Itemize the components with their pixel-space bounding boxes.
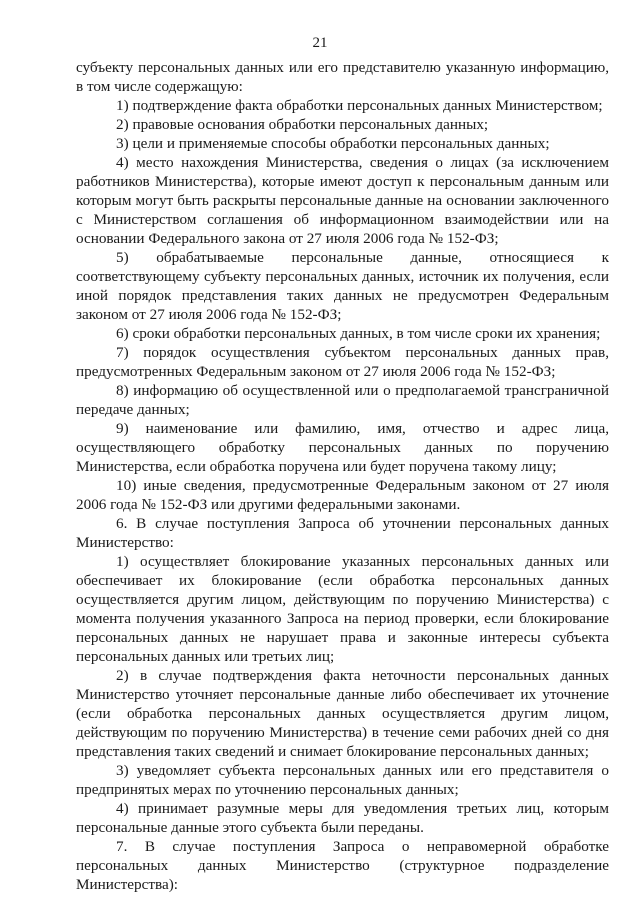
list-item-9: 9) наименование или фамилию, имя, отчество и адрес лица, осуществляющего обработку персональных данных по поручению Министерства, если обработка поручена или будет поручена такому лицу; <box>76 420 609 475</box>
section-6-item-4: 4) принимает разумные меры для уведомления третьих лиц, которым персональные данные этого субъекта были переданы. <box>76 800 609 836</box>
list-item-5: 5) обрабатываемые персональные данные, относящиеся к соответствующему субъекту персональных данных, источник их получения, если иной порядок представления таких данных не предусмотрен Федеральным законом от 27 июля 2006 года № 152-ФЗ; <box>76 249 609 323</box>
section-6-item-1: 1) осуществляет блокирование указанных персональных данных или обеспечивает их блокирование (если обработка персональных данных осуществляется другим лицом, действующим по поручению Министерства) с момента получения указанного Запроса на период проверки, если блокирование персональных данных не нарушает права и законные интересы субъекта персональных данных или третьих лиц; <box>76 553 609 665</box>
list-item-4: 4) место нахождения Министерства, сведения о лицах (за исключением работников Министерства), которые имеют доступ к персональным данным или которым могут быть раскрыты персональные данные на основании заключенного с Министерством соглашения об информационном взаимодействии или на основании Федерального закона от 27 июля 2006 года № 152-ФЗ; <box>76 154 609 247</box>
paragraph-intro: субъекту персональных данных или его представителю указанную информацию, в том числе содержащую: <box>76 59 609 95</box>
list-item-8: 8) информацию об осуществленной или о предполагаемой трансграничной передаче данных; <box>76 382 609 418</box>
section-6-heading: 6. В случае поступления Запроса об уточнении персональных данных Министерство: <box>76 515 609 551</box>
list-item-6: 6) сроки обработки персональных данных, в том числе сроки их хранения; <box>116 325 601 342</box>
section-7-heading: 7. В случае поступления Запроса о неправомерной обработке персональных данных Министерство (структурное подразделение Министерства): <box>76 838 609 893</box>
list-item-10: 10) иные сведения, предусмотренные Федеральным законом от 27 июля 2006 года № 152-ФЗ или другими федеральными законами. <box>76 477 609 513</box>
list-item-3: 3) цели и применяемые способы обработки персональных данных; <box>116 135 550 152</box>
document-body <box>76 58 609 894</box>
page-number: 21 <box>312 35 328 51</box>
section-6-item-3: 3) уведомляет субъекта персональных данных или его представителя о предпринятых мерах по уточнению персональных данных; <box>76 762 609 798</box>
section-6-item-2: 2) в случае подтверждения факта неточности персональных данных Министерство уточняет персональные данные либо обеспечивает их уточнение (если обработка персональных данных осуществляется другим лицом, действующим по поручению Министерства) в течение семи рабочих дней со дня представления таких сведений и снимает блокирование персональных данных; <box>76 667 609 760</box>
list-item-1: 1) подтверждение факта обработки персональных данных Министерством; <box>116 97 603 114</box>
list-item-7: 7) порядок осуществления субъектом персональных данных прав, предусмотренных Федеральным законом от 27 июля 2006 года № 152-ФЗ; <box>76 344 609 380</box>
list-item-2: 2) правовые основания обработки персональных данных; <box>116 116 489 133</box>
